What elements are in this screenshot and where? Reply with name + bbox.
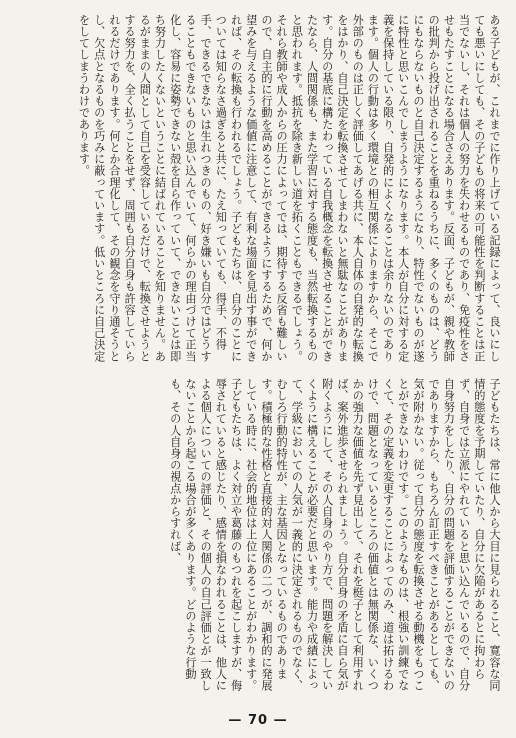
body-text-upper: ある子どもが、これまでに作り上げている記録によって、良いにしても悪いにしても、その子どもの将来の可能性を判断することは正当でないし、それは個人の努力を失わせるものであり、免疫性をさせもたすことになる場合さえあります。反面、子どもが、親や教師の批判から投げ出されることを重ねるうちに、多くのものは、どうにもならないものと自己決定するようになり、特性でないものが遂に特性と思いこんでしまうようになります。本人が自分に対する定義を保持している限り、自発的によくなることは余りないのであります。個人の行動は多く環境との相互関係によりますから、そこで外部のものは正しく評価してあげる共に、本人自体の自発的な転換をはかり、自己決定を転換させてしまわないと無駄なことがあります。自分の基底に構たわっている自我概念を転換させることができたなら、人間関係も、また学習に対する態度も、当然転換するものと思われます。抵抗を除き新しい道を拓くこともできるでしょう。それら教師や成人からの圧力によってでは、期待する反省も難しいので、自主的に行動を高めることができるようにするためで、何か望みを与えるような価値に注意して、有利な場面を見出す事ができれば、その転換も行われるでしょう。子どもたちは、自分のことについては知らなさ過ぎると共に、たえ知っていても、得手、不得手、できるできないは生れつきのもの、好き嫌いも自分ではどうすることもできないものと思い込んでいて、何らかの理由づけて正当化し、容易に姿勢できない殻を自ら作っていて、できないことは即ち努力したくないということに結ばれていることを知りません。あるがままの人間として自己を受容しているだけで、転換させようとする努力を、全く払うことをせず、周囲も自分自身も許容していられるだけであります。何とか合理化して、その観念を守り通そうとし、欠点となるものを巧みに蔽っています。低いところに自己決定をしてしまうわけであります。 bbox=[77, 14, 501, 362]
body-text-lower: 子どもたちは、常に他人から大目に見られること、寛容な同情的態度を予期していたり、自分に欠陥があるとに拘わらず、自身では立派にやれていると思い込んでいるので、自分自身努力をしたり、自分の問題を評価することができないのでありますから、もちろん訂正すべきことがあるとしても、気が附かない。従って自分の態度を転換させる動機をもつことができないわけです。このようなものは、根強い訓練でなくて、その定義を変更することによってのみ、道は拓けるわけで、問題となっているところの価値とは無関係な、いくつかの強力な価値を先ず見出して、それを梃子として利用すれば、案外進歩させられましょう。自分自身の矛盾に自ら気が附くようにして、その人自身のやり方で、問題を解決していくように構えることが必要だと思います。能力や成績によって、学級においての人気が一義的に決定されるものでなく、むしろ行動的特性が、主な基因となっているものであります。積極的な性格と直接的対人関係の二つが、調和的に発展している時に、社会的地位は上位にあることがわかります。子どもたちは、よく対立や葛藤のもつれを起こしますが、侮辱されていると感じたり、感情を損なわれることは、他人による個人についての評価と、その個人の自己評価とが一致しないことから起こる場合が多くあります。どのような行動も、その人自身の視点からすれば、 bbox=[168, 378, 501, 692]
page-number: — 70 — bbox=[228, 713, 288, 728]
